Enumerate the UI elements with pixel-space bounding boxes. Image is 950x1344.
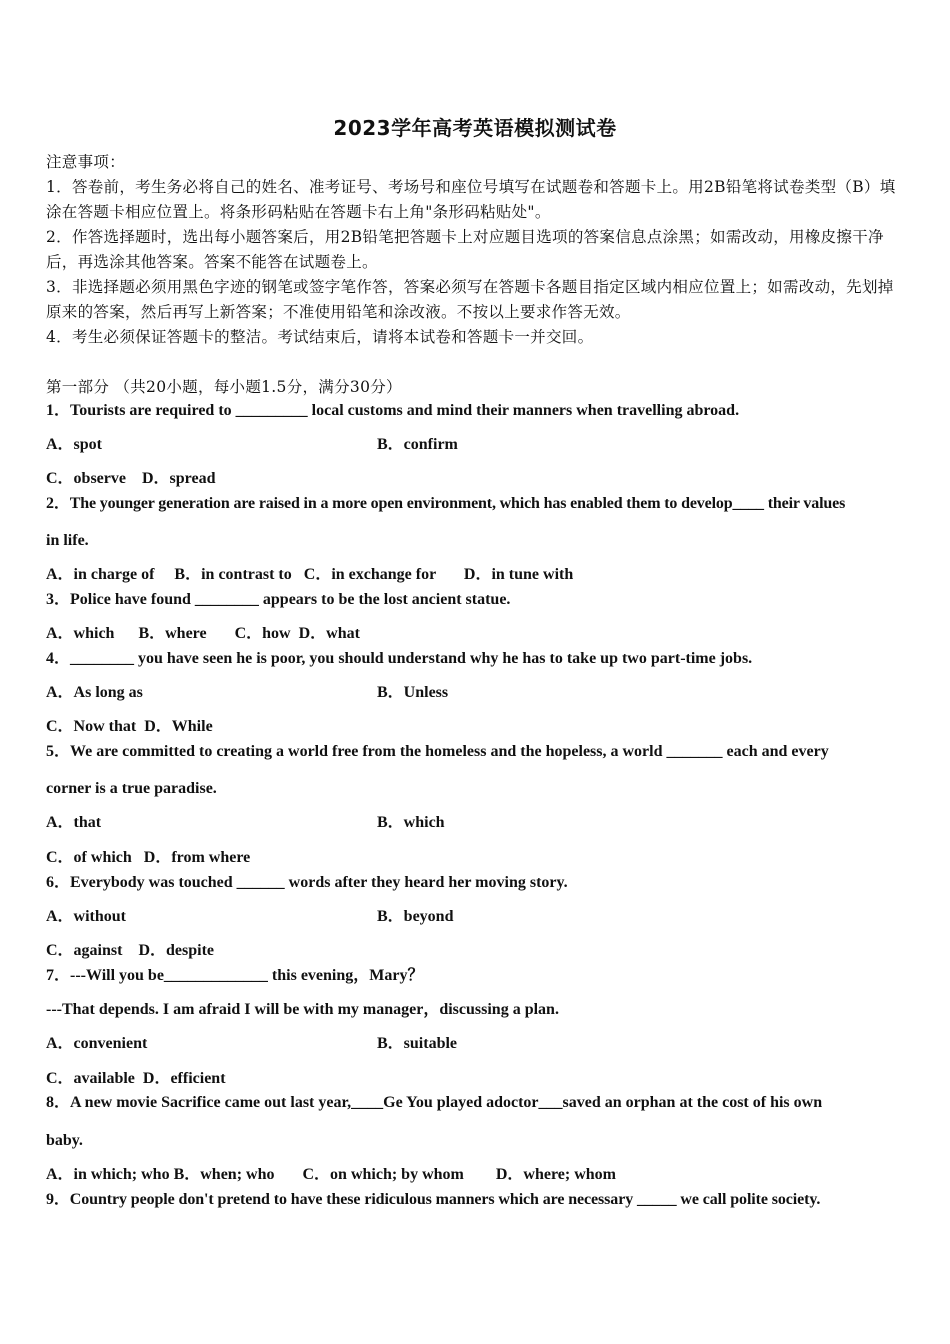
question-stem-cont: corner is a true paradise. [46, 780, 217, 797]
question-stem: 4．________ you have seen he is poor, you should understand why he has to take up two part-time jobs. [46, 650, 753, 667]
notice-heading: 注意事项： [46, 153, 126, 171]
notice-item-1: 1．答卷前，考生务必将自己的姓名、准考证号、考场号和座位号填写在试题卷和答题卡上。用2B铅笔将试卷类型（B）填涂在答题卡相应位置上。将条形码粘贴在答题卡右上角"条形码粘贴处"。 [46, 178, 896, 221]
option-a: A．As long as [46, 684, 143, 701]
question-stem: 8．A new movie Sacrifice came out last year,____Ge You played adoctor___saved an orphan at the cost of his own [46, 1094, 823, 1111]
part-heading: 第一部分 （共20小题，每小题1.5分，满分30分） [46, 378, 402, 396]
option-b: B．which [377, 814, 445, 831]
option-b: B．suitable [377, 1035, 458, 1052]
option-c-d: C．observe D．spread [46, 470, 216, 487]
option-a: A．without [46, 908, 127, 925]
option-a: A．that [46, 814, 102, 831]
option-c-d: C．against D．despite [46, 942, 215, 959]
notice-item-4: 4．考生必须保证答题卡的整洁。考试结束后，请将本试卷和答题卡一并交回。 [46, 328, 594, 346]
notice-item-2: 2．作答选择题时，选出每小题答案后，用2B铅笔把答题卡上对应题目选项的答案信息点涂黑；如需改动，用橡皮擦干净后，再选涂其他答案。答案不能答在试题卷上。 [46, 228, 884, 271]
options-line: A．in charge of B．in contrast to C．in exchange for D．in tune with [46, 566, 574, 583]
option-a: A．convenient [46, 1035, 148, 1052]
option-c-d: C．Now that D．While [46, 718, 213, 735]
option-c-d: C．available D．efficient [46, 1070, 226, 1087]
option-b: B．confirm [377, 436, 458, 453]
question-stem-cont: ---That depends. I am afraid I will be with my manager，discussing a plan. [46, 1001, 559, 1018]
question-stem: 1．Tourists are required to _________ local customs and mind their manners when travelling abroad. [46, 402, 740, 419]
question-stem: 9．Country people don't pretend to have these ridiculous manners which are necessary _____ we call polite society. [46, 1191, 821, 1208]
options-line: A．which B．where C．how D．what [46, 625, 360, 642]
question-stem-cont: baby. [46, 1132, 83, 1149]
question-stem: 5．We are committed to creating a world free from the homeless and the hopeless, a world _______ each and every [46, 743, 829, 760]
question-stem: 2．The younger generation are raised in a more open environment, which has enabled them to develop____ their values [46, 495, 846, 512]
options-line: A．in which; who B．when; who C．on which; by whom D．where; whom [46, 1166, 616, 1183]
page-title: 2023学年高考英语模拟测试卷 [333, 116, 617, 140]
option-a: A．spot [46, 436, 103, 453]
question-stem-cont: in life. [46, 532, 89, 549]
notice-item-3: 3．非选择题必须用黑色字迹的钢笔或签字笔作答，答案必须写在答题卡各题目指定区域内相应位置上；如需改动，先划掉原来的答案，然后再写上新答案；不准使用铅笔和涂改液。不按以上要求作答无效。 [46, 278, 894, 321]
option-b: B．beyond [377, 908, 454, 925]
question-stem: 6．Everybody was touched ______ words after they heard her moving story. [46, 874, 568, 891]
option-c-d: C．of which D．from where [46, 849, 251, 866]
option-b: B．Unless [377, 684, 449, 701]
question-stem: 7．---Will you be_____________ this evening，Mary？ [46, 967, 424, 984]
question-stem: 3．Police have found ________ appears to be the lost ancient statue. [46, 591, 511, 608]
